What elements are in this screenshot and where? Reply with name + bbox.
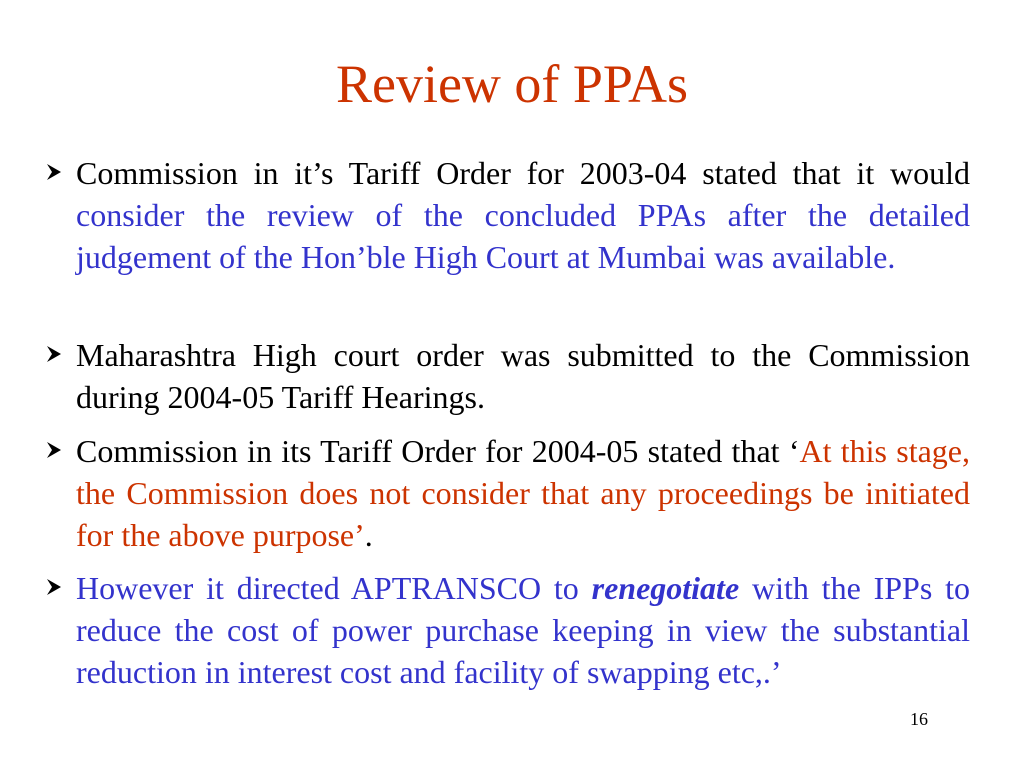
bullet-item bbox=[76, 430, 970, 556]
bullet-item bbox=[76, 152, 970, 278]
bullet-highlight-text: with the IPPs to reduce the cost of power purchase keeping in view the substantial reduction in interest cost and facility of swapping etc,.’ bbox=[76, 570, 971, 690]
bullet-highlight-text: consider the review of the concluded PPAs after the detailed judgement of the Hon’ble High Court at Mumbai was available. bbox=[76, 197, 970, 275]
bullet-text-end: . bbox=[364, 517, 373, 553]
arrowhead-bullet-icon bbox=[44, 162, 64, 182]
bullet-text: Commission in it’s Tariff Order for 2003-04 stated that it would bbox=[76, 155, 970, 191]
slide-title: Review of PPAs bbox=[335, 54, 689, 114]
arrowhead-bullet-icon bbox=[44, 344, 64, 364]
bullet-item bbox=[76, 567, 970, 693]
bullet-highlight-text: However it directed APTRANSCO to bbox=[76, 570, 592, 606]
arrowhead-bullet-icon bbox=[44, 440, 64, 460]
bullet-text: Maharashtra High court order was submitted to the Commission during 2004-05 Tariff Hearings. bbox=[76, 337, 970, 415]
page-number: 16 bbox=[910, 709, 928, 729]
arrowhead-bullet-icon bbox=[44, 577, 64, 597]
bullet-item bbox=[76, 334, 970, 418]
bullet-emphasis-text: renegotiate bbox=[591, 570, 740, 606]
bullet-quote-text: At this stage, the Commission does not consider that any proceedings be initiated for the above purpose’ bbox=[76, 433, 971, 553]
bullet-text: Commission in its Tariff Order for 2004-05 stated that ‘ bbox=[76, 433, 800, 469]
